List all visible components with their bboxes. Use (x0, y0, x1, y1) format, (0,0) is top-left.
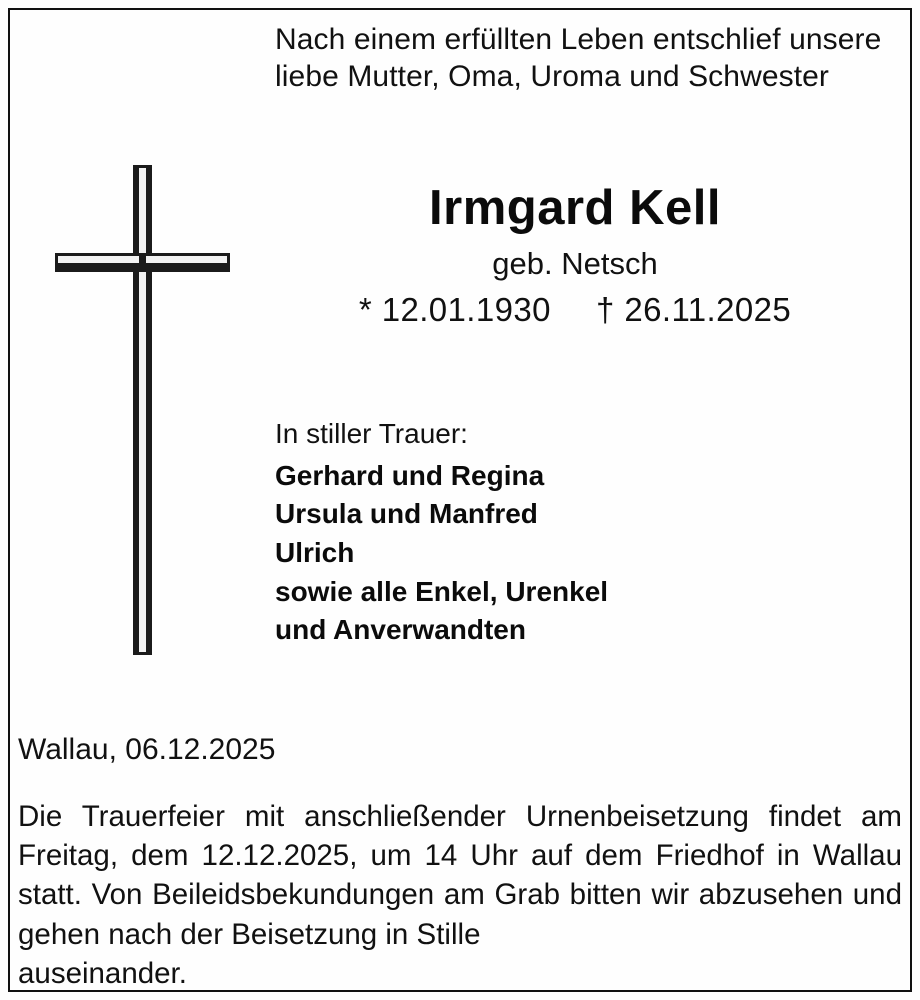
deceased-name: Irmgard Kell (429, 181, 721, 235)
closing-last-line: auseinander. (18, 956, 187, 990)
place-and-date: Wallau, 06.12.2025 (18, 733, 276, 766)
list-item: sowie alle Enkel, Urenkel (275, 575, 609, 607)
mourners-list (275, 457, 895, 650)
list-item: und Anverwandten (275, 614, 526, 646)
deceased-block (255, 183, 895, 329)
mourners-block (275, 415, 895, 650)
life-dates (255, 291, 895, 329)
cross-vertical-highlight (139, 168, 146, 652)
closing-paragraph (18, 797, 902, 993)
closing-text: Die Trauerfeier mit anschließender Urnenbeisetzung findet am Freitag, dem 12.12.2025, um 14 Uhr auf dem Friedhof in Wallau statt. Von Beileidsbekundungen am Grab bitten wir abzusehen und gehen nach der Beisetzung in Stille (18, 800, 902, 951)
death-date: 26.11.2025 (624, 291, 792, 329)
death-symbol: † (596, 291, 615, 329)
deceased-maiden-name: geb. Netsch (492, 246, 658, 282)
list-item: Ulrich (275, 536, 355, 568)
list-item: Ursula und Manfred (275, 498, 538, 530)
birth-symbol: * (358, 291, 373, 329)
mourners-lead: In stiller Trauer: (275, 418, 468, 449)
birth-date: 12.01.1930 (381, 291, 551, 329)
cross-center-joint (139, 253, 146, 272)
intro-text: Nach einem erfüllten Leben entschlief unsere liebe Mutter, Oma, Uroma und Schwester (275, 23, 882, 93)
christian-cross-icon (55, 165, 230, 665)
list-item: Gerhard und Regina (275, 459, 545, 491)
